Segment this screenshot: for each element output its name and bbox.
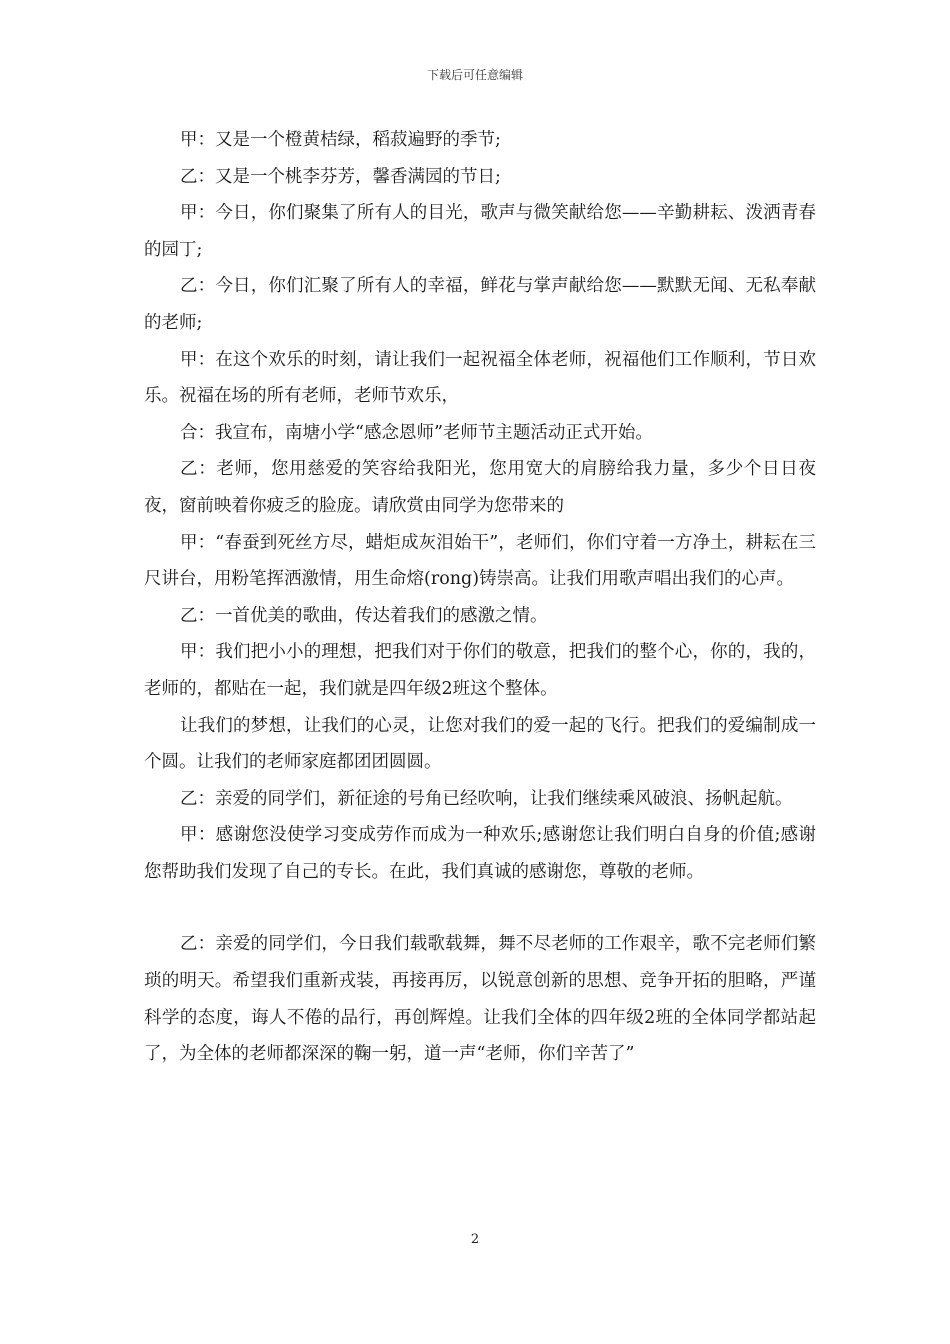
page-header: 下载后可任意编辑	[426, 68, 523, 82]
dialogue-line: 甲：我们把小小的理想，把我们对于你们的敬意，把我们的整个心，你的，我的，老师的，都贴在一起，我们就是四年级2班这个整体。	[144, 642, 816, 699]
dialogue-line: 乙：今日，你们汇聚了所有人的幸福，鲜花与掌声献给您——默默无闻、无私奉献的老师;	[144, 276, 816, 333]
dialogue-line: 乙：亲爱的同学们，新征途的号角已经吹响，让我们继续乘风破浪、扬帆起航。	[180, 788, 793, 809]
document-body	[144, 122, 816, 1073]
dialogue-line: 合：我宣布，南塘小学“感念恩师”老师节主题活动正式开始。	[180, 422, 653, 443]
dialogue-line: 甲：感谢您没使学习变成劳作而成为一种欢乐;感谢您让我们明白自身的价值;感谢您帮助我们发现了自己的专长。在此，我们真诚的感谢您，尊敬的老师。	[144, 825, 816, 882]
page-number: 2	[470, 1232, 480, 1247]
dialogue-line: 乙：又是一个桃李芬芳，馨香满园的节日;	[180, 166, 501, 187]
paragraph-spacer	[144, 890, 816, 926]
dialogue-line: 甲：今日，你们聚集了所有人的目光，歌声与微笑献给您——辛勤耕耘、泼洒青春的园丁;	[144, 203, 816, 260]
dialogue-line: 甲：在这个欢乐的时刻，请让我们一起祝福全体老师，祝福他们工作顺利，节日欢乐。祝福在场的所有老师，老师节欢乐，	[144, 349, 816, 407]
dialogue-line: 乙：老师，您用慈爱的笑容给我阳光，您用宽大的肩膀给我力量，多少个日日夜夜，窗前映着你疲乏的脸庞。请欣赏由同学为您带来的	[144, 459, 816, 516]
dialogue-line: 乙：亲爱的同学们，今日我们载歌载舞，舞不尽老师的工作艰辛，歌不完老师们繁琐的明天。希望我们重新戎装，再接再厉，以锐意创新的思想、竞争开拓的胆略，严谨科学的态度，诲人不倦的品行，再创辉煌。让我们全体的四年级2班的全体同学都站起了，为全体的老师都深深的鞠一躬，道一声“老师，你们辛苦了”	[144, 934, 816, 1065]
dialogue-line: 甲：又是一个橙黄桔绿，稻菽遍野的季节;	[180, 130, 501, 150]
dialogue-line: 乙：一首优美的歌曲，传达着我们的感激之情。	[180, 605, 548, 626]
dialogue-line: 甲：“春蚕到死丝方尽，蜡炬成灰泪始干”，老师们，你们守着一方净土，耕耘在三尺讲台，用粉笔挥洒激情，用生命熔(rong)铸崇高。让我们用歌声唱出我们的心声。	[144, 532, 816, 590]
dialogue-line: 让我们的梦想，让我们的心灵，让您对我们的爱一起的飞行。把我们的爱编制成一个圆。让我们的老师家庭都团团圆圆。	[144, 715, 816, 773]
